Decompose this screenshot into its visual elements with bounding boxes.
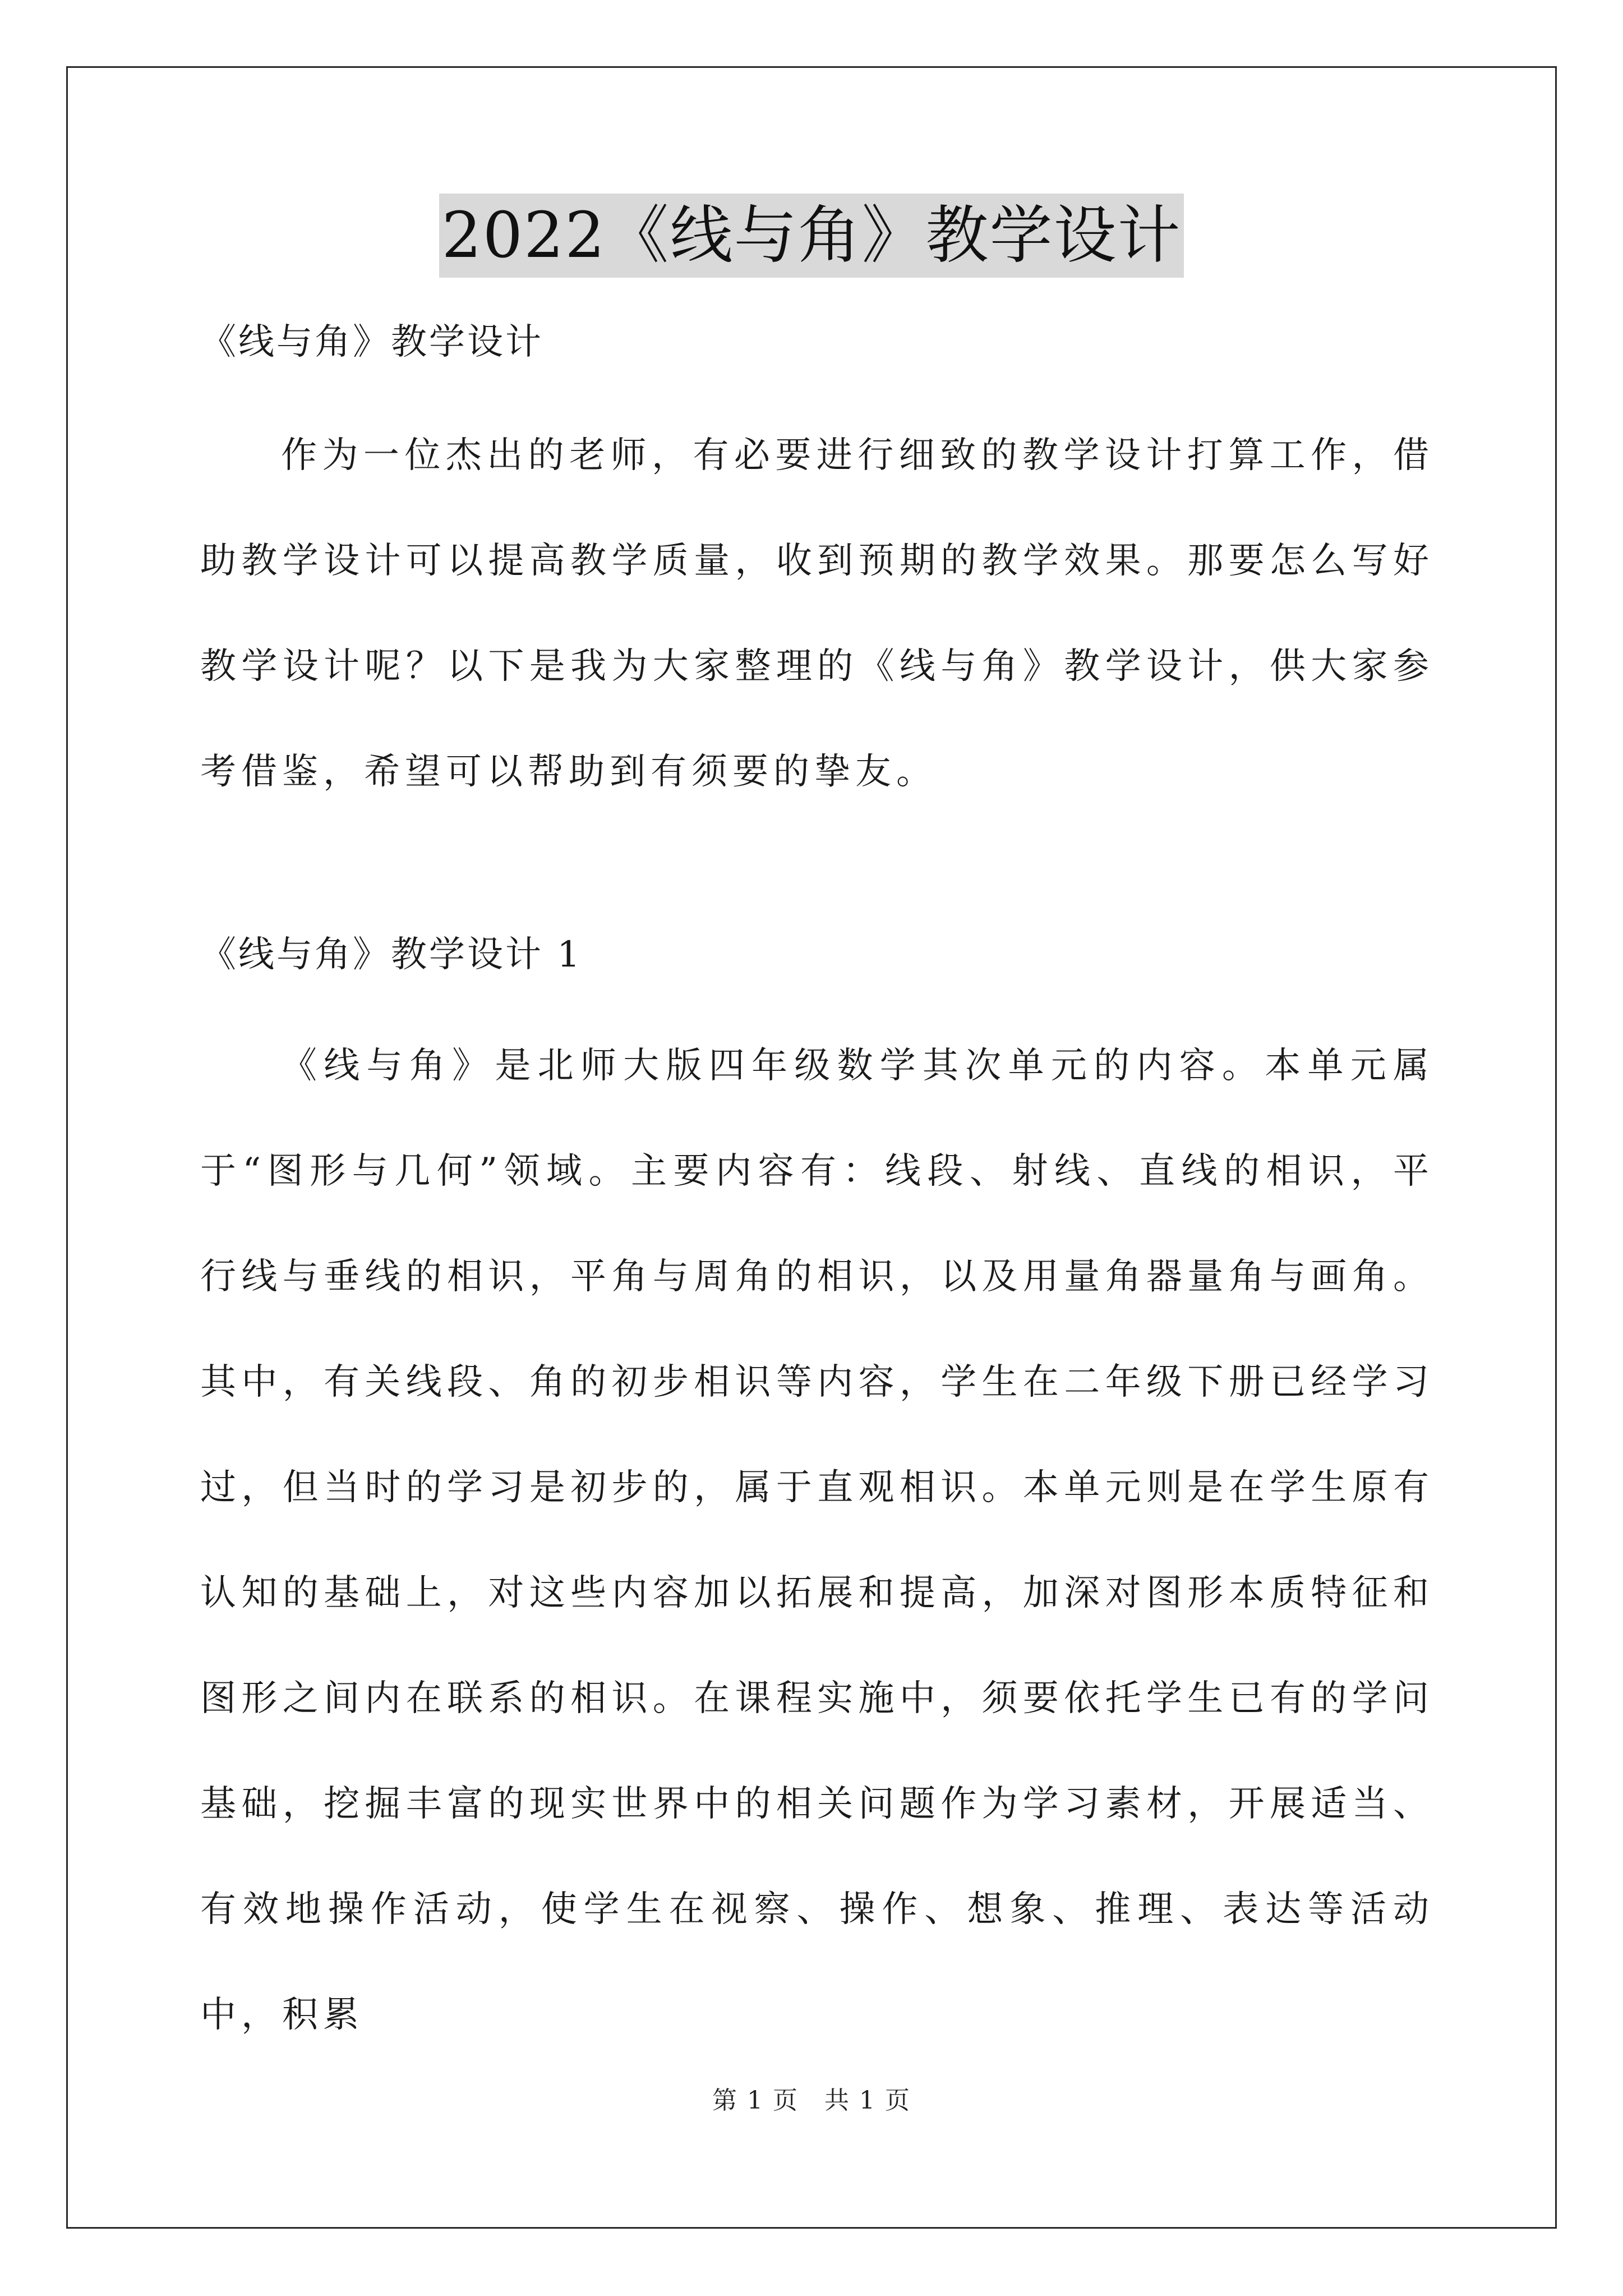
document-title: 2022《线与角》教学设计 (439, 194, 1183, 278)
paragraph-design-1: 《线与角》是北师大版四年级数学其次单元的内容。本单元属于“图形与几何”领域。主要内容有：线段、射线、直线的相识，平行线与垂线的相识，平角与周角的相识，以及用量角器量角与画角。其中，有关线段、角的初步相识等内容，学生在二年级下册已经学习过，但当时的学习是初步的，属于直观相识。本单元则是在学生原有认知的基础上，对这些内容加以拓展和提高，加深对图形本质特征和图形之间内在联系的相识。在课程实施中，须要依托学生已有的学问基础，挖掘丰富的现实世界中的相关问题作为学习素材，开展适当、有效地操作活动，使学生在视察、操作、想象、推理、表达等活动中，积累 (200, 1045, 1434, 2036)
title-container (0, 194, 1623, 278)
subheading-design-1: 《线与角》教学设计 1 (200, 934, 583, 976)
page-footer: 第 1 页 共 1 页 (712, 2086, 911, 2115)
document-body (200, 314, 1434, 2068)
subheading-intro: 《线与角》教学设计 (200, 321, 543, 363)
paragraph-intro: 作为一位杰出的老师，有必要进行细致的教学设计打算工作，借助教学设计可以提高教学质量，收到预期的教学效果。那要怎么写好教学设计呢？以下是我为大家整理的《线与角》教学设计，供大家参考借鉴，希望可以帮助到有须要的挚友。 (200, 435, 1434, 793)
